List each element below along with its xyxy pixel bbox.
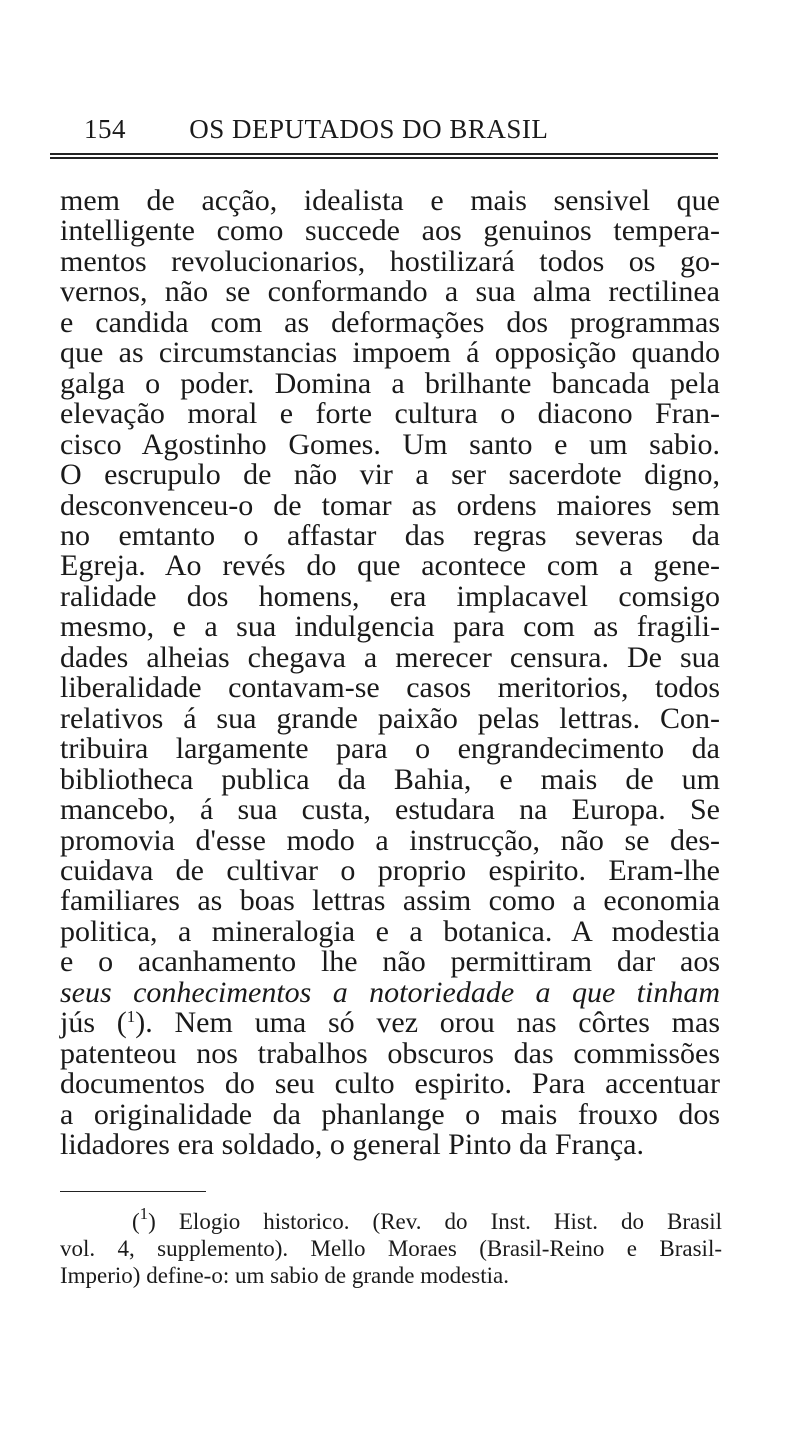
body-line: e candida com as deformações dos programmas [60, 305, 720, 339]
running-header [84, 114, 548, 145]
body-text-fragment: ). Nem uma só vez orou nas côrtes mas [135, 1006, 721, 1040]
body-line: tribuira largamente para o engrandecimento da [60, 732, 720, 766]
body-line: dades alheias chegava a merecer censura. De sua [60, 640, 720, 674]
body-line: a originalidade da phanlange o mais frouxo dos [60, 1097, 720, 1131]
body-line: O escrupulo de não vir a ser sacerdote digno, [60, 458, 720, 492]
body-line: ralidade dos homens, era implacavel comsigo [60, 579, 720, 613]
body-line: bibliotheca publica da Bahia, e mais de um [60, 762, 720, 796]
body-line: liberalidade contavam-se casos meritorios, todos [60, 671, 720, 705]
footnote-marker-close: ) [148, 1209, 156, 1234]
body-line: mancebo, á sua custa, estudara na Europa. Se [60, 793, 720, 827]
body-line: que as circumstancias impoem á opposição quando [60, 336, 720, 370]
body-line-with-footnote-ref [60, 1008, 720, 1038]
body-line: politica, a mineralogia e a botanica. A modestia [60, 914, 720, 948]
body-line: documentos do seu culto espirito. Para accentuar [60, 1067, 720, 1101]
body-line: mentos revolucionarios, hostilizará todos os go- [60, 244, 720, 278]
body-line: cuidava de cultivar o proprio espirito. Eram-lhe [60, 853, 720, 887]
header-rule-top [50, 153, 718, 155]
footnote-rule [60, 1191, 206, 1192]
body-line: galga o poder. Domina a brilhante bancada pela [60, 366, 720, 400]
footnote-marker-open: ( [132, 1209, 140, 1234]
body-line: lidadores era soldado, o general Pinto da França. [60, 1128, 644, 1162]
body-line: intelligente como succede aos genuinos tempera- [60, 214, 720, 248]
body-line: e o acanhamento lhe não permittiram dar aos [60, 945, 720, 979]
footnote-line: vol. 4, supplemento). Mello Moraes (Brasil-Reino e Brasil- [60, 1236, 722, 1261]
body-line: patenteou nos trabalhos obscuros das commissões [60, 1036, 720, 1070]
footnote-text: Elogio historico. (Rev. do Inst. Hist. do Brasil [155, 1209, 722, 1234]
body-text-fragment: jús ( [60, 1006, 127, 1040]
body-line: relativos á sua grande paixão pelas lettras. Con- [60, 701, 720, 735]
footnote [60, 1204, 722, 1289]
body-line: promovia d'esse modo a instrucção, não se des- [60, 823, 720, 857]
body-line: mesmo, e a sua indulgencia para com as fragili- [60, 610, 720, 644]
body-line: desconvenceu-o de tomar as ordens maiores sem [60, 488, 720, 522]
footnote-line: Imperio) define-o: um sabio de grande modestia. [60, 1263, 509, 1288]
body-line: familiares as boas lettras assim como a economia [60, 884, 720, 918]
body-line: Egreja. Ao revés do que acontece com a gene- [60, 549, 720, 583]
body-text [60, 186, 720, 1161]
body-line-italic: seus conhecimentos a notoriedade a que tinham [60, 975, 720, 1009]
body-line: cisco Agostinho Gomes. Um santo e um sabio. [60, 427, 720, 461]
page-number: 154 [84, 114, 126, 144]
footnote-marker-number: 1 [139, 1204, 149, 1223]
footnote-line [60, 1204, 722, 1235]
body-line: no emtanto o affastar das regras severas da [60, 518, 720, 552]
body-line: vernos, não se conformando a sua alma rectilinea [60, 275, 720, 309]
body-line: elevação moral e forte cultura o diacono Fran- [60, 397, 720, 431]
header-rule-bottom [50, 157, 718, 159]
running-title: OS DEPUTADOS DO BRASIL [189, 114, 549, 144]
footnote-reference: 1 [126, 1007, 136, 1027]
body-line: mem de acção, idealista e mais sensivel que [60, 184, 720, 217]
